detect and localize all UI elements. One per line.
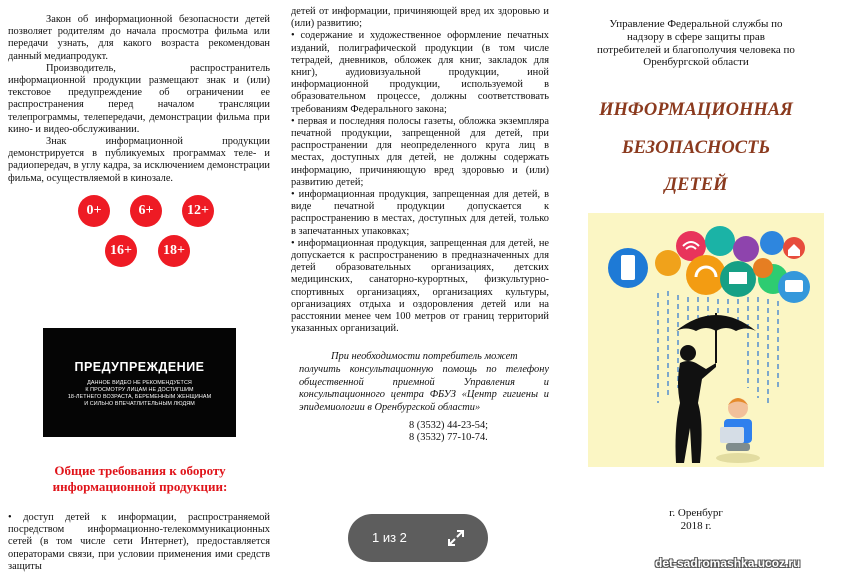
warning-screen <box>43 328 236 437</box>
rating-badge: 6+ <box>130 195 162 227</box>
watermark: det-sadromashka.ucoz.ru <box>655 556 801 570</box>
rating-badge: 18+ <box>158 235 190 267</box>
year: 2018 г. <box>680 520 712 532</box>
city-year <box>566 507 826 533</box>
title-line: ИНФОРМАЦИОННАЯ <box>599 100 793 120</box>
internet-bullet-text: • доступ детей к информации, распространяемой посредством информационно-телекоммуникационных сетей (в том числе сети Интернет), предоставляется операторами связи, при условии применения ими средств защиты <box>8 512 270 573</box>
consultation-first-line: При необходимости потребитель может <box>331 351 518 363</box>
city-name: г. Оренбург <box>669 507 723 519</box>
warning-line: 18-ЛЕТНЕГО ВОЗРАСТА, БЕРЕМЕННЫМ ЖЕНЩИНАМ <box>67 394 212 400</box>
warning-line: ДАННОЕ ВИДЕО НЕ РЕКОМЕНДУЕТСЯ <box>87 380 192 386</box>
organization-name: Управление Федеральной службы по надзору в сфере защиты прав потребителей и благополучия человека по Оренбургской области <box>597 18 795 69</box>
cover-illustration <box>588 213 824 467</box>
rating-badge: 16+ <box>105 235 137 267</box>
internet-bullet <box>8 512 270 573</box>
rating-badge: 0+ <box>78 195 110 227</box>
middle-panel <box>283 0 553 576</box>
phone-number: 8 (3532) 77-10-74. <box>409 432 488 444</box>
bullet-item: • информационная продукция, запрещенная для детей, в виде печатной продукции допускается к распространению в местах, доступных для детей, только в запечатанных упаковках; <box>291 189 549 238</box>
continued-text: детей от информации, причиняющей вред их здоровью и (или) развитию; <box>291 6 549 30</box>
page-indicator[interactable] <box>348 514 488 562</box>
page-counter: 1 из 2 <box>372 530 407 545</box>
sign-paragraph: Знак информационной продукции демонстрируется в публикуемых программах теле- и радиопередач, в углу кадра, за исключением демонстрации фильма, осуществляемой в кинозале. <box>8 136 270 184</box>
bullet-item: • первая и последняя полосы газеты, обложка экземпляра печатной продукции, запрещенной для детей, при распространении для неопределенного круга лиц в местах, доступных для детей, не должны содержать информацию, причиняющую вред здоровью и (или) развитию детей; <box>291 116 549 189</box>
consultation-rest: получить консультационную помощь по телефону общественной приемной Управления и консультационного центра ФБУЗ «Центр гигиены и эпидемиологии в Оренбургской области» <box>299 364 549 413</box>
expand-icon[interactable] <box>446 528 466 548</box>
law-paragraph: Закон об информационной безопасности детей позволяет родителям до начала просмотра фильма или передачи узнать, для какого возраста рекомендован данный медиапродукт. <box>8 14 270 62</box>
producer-paragraph: Производитель, распространитель информационной продукции размещают знак и (или) текстовое предупреждение об ограничении ее распространения перед началом трансляции телепрограммы, телепередачи, демонстрации фильма при кино- и видео-обслуживании. <box>8 62 270 135</box>
rating-badge: 12+ <box>182 195 214 227</box>
cover-panel <box>566 0 843 576</box>
phone-number: 8 (3532) 44-23-54; <box>409 420 489 432</box>
requirements-heading: Общие требования к обороту информационной продукции: <box>52 463 228 494</box>
age-ratings <box>78 195 218 271</box>
consultation-note <box>291 351 549 414</box>
bullet-item: • содержание и художественное оформление печатных изданий, полиграфической продукции (в том числе тетрадей, дневников, обложек для книг, закладок для книг), аудиовизуальной продукции, иной информационной продукции, используемой в образовательном процессе, должны соответствовать требованиям Федерального закона; <box>291 30 549 115</box>
title-line: БЕЗОПАСНОСТЬ <box>621 138 771 158</box>
bullet-item: • информационная продукция, запрещенная для детей, не допускается к распространению в предназначенных для детей образовательных организациях, детских медицинских, санаторно-курортных, физкультурно-спортивных организациях, организациях культуры, организациях отдыха и оздоровления детей или на расстоянии менее чем 100 метров от границ территорий указанных организаций. <box>291 238 549 336</box>
title-line: ДЕТЕЙ <box>664 175 728 195</box>
warning-line: И СИЛЬНО ВПЕЧАТЛИТЕЛЬНЫМ ЛЮДЯМ <box>84 401 195 407</box>
warning-line: К ПРОСМОТРУ ЛИЦАМ НЕ ДОСТИГШИМ <box>85 387 194 393</box>
warning-title: ПРЕДУПРЕЖДЕНИЕ <box>74 360 205 374</box>
